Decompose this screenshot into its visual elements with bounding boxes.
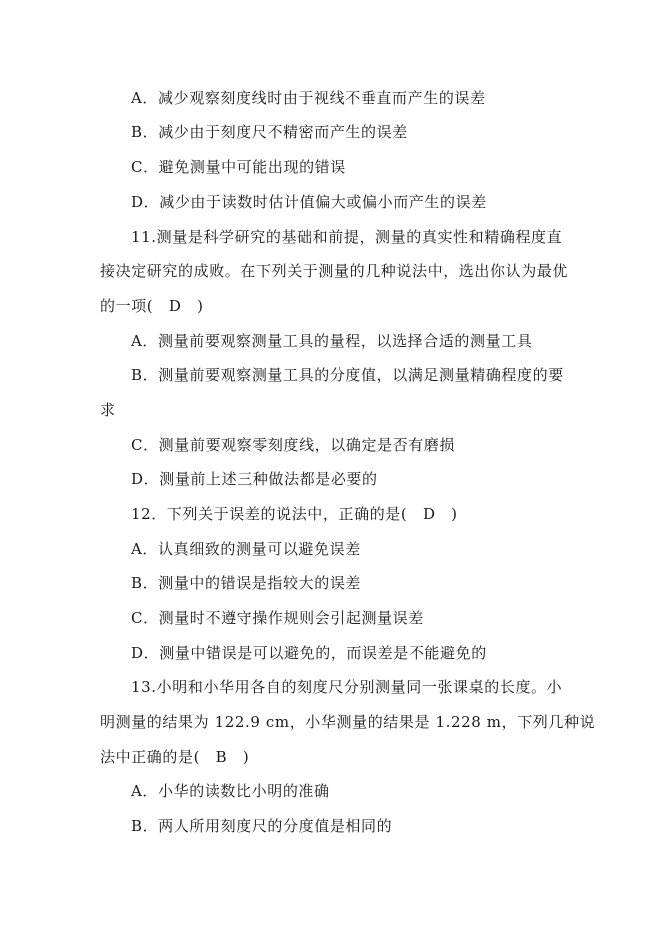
option-c-q10: C．避免测量中可能出现的错误	[131, 158, 346, 176]
option-a-q13: A．小华的读数比小明的准确	[131, 782, 330, 800]
option-d-q11: D．测量前上述三种做法都是必要的	[131, 470, 378, 488]
question-11-line-1: 11.测量是科学研究的基础和前提，测量的真实性和精确程度直	[131, 228, 563, 246]
option-c-q12: C．测量时不遵守操作规则会引起测量误差	[131, 609, 424, 627]
option-a-q10: A．减少观察刻度线时由于视线不垂直而产生的误差	[131, 89, 486, 107]
question-13-line-3: 法中正确的是( B )	[100, 748, 250, 766]
option-a-q12: A．认真细致的测量可以避免误差	[131, 540, 361, 558]
option-d-q10: D．减少由于读数时估计值偏大或偏小而产生的误差	[131, 193, 487, 211]
option-b-q10: B．减少由于刻度尺不精密而产生的误差	[131, 123, 408, 141]
question-13-line-1: 13.小明和小华用各自的刻度尺分别测量同一张课桌的长度。小	[131, 678, 563, 696]
option-a-q11: A．测量前要观察测量工具的量程，以选择合适的测量工具	[131, 332, 533, 350]
question-11-line-3: 的一项( D )	[100, 297, 204, 315]
option-c-q11: C．测量前要观察零刻度线，以确定是否有磨损	[131, 436, 456, 454]
option-b-q11-line-2: 求	[100, 401, 116, 419]
question-12: 12．下列关于误差的说法中，正确的是( D )	[131, 505, 458, 523]
option-b-q11-line-1: B．测量前要观察测量工具的分度值，以满足测量精确程度的要	[131, 366, 564, 384]
option-d-q12: D．测量中错误是可以避免的，而误差是不能避免的	[131, 644, 487, 662]
option-b-q13: B．两人所用刻度尺的分度值是相同的	[131, 817, 393, 835]
question-11-line-2: 接决定研究的成败。在下列关于测量的几种说法中，选出你认为最优	[100, 262, 569, 280]
question-13-line-2: 明测量的结果为 122.9 cm，小华测量的结果是 1.228 m，下列几种说	[100, 713, 596, 731]
option-b-q12: B．测量中的错误是指较大的误差	[131, 574, 362, 592]
